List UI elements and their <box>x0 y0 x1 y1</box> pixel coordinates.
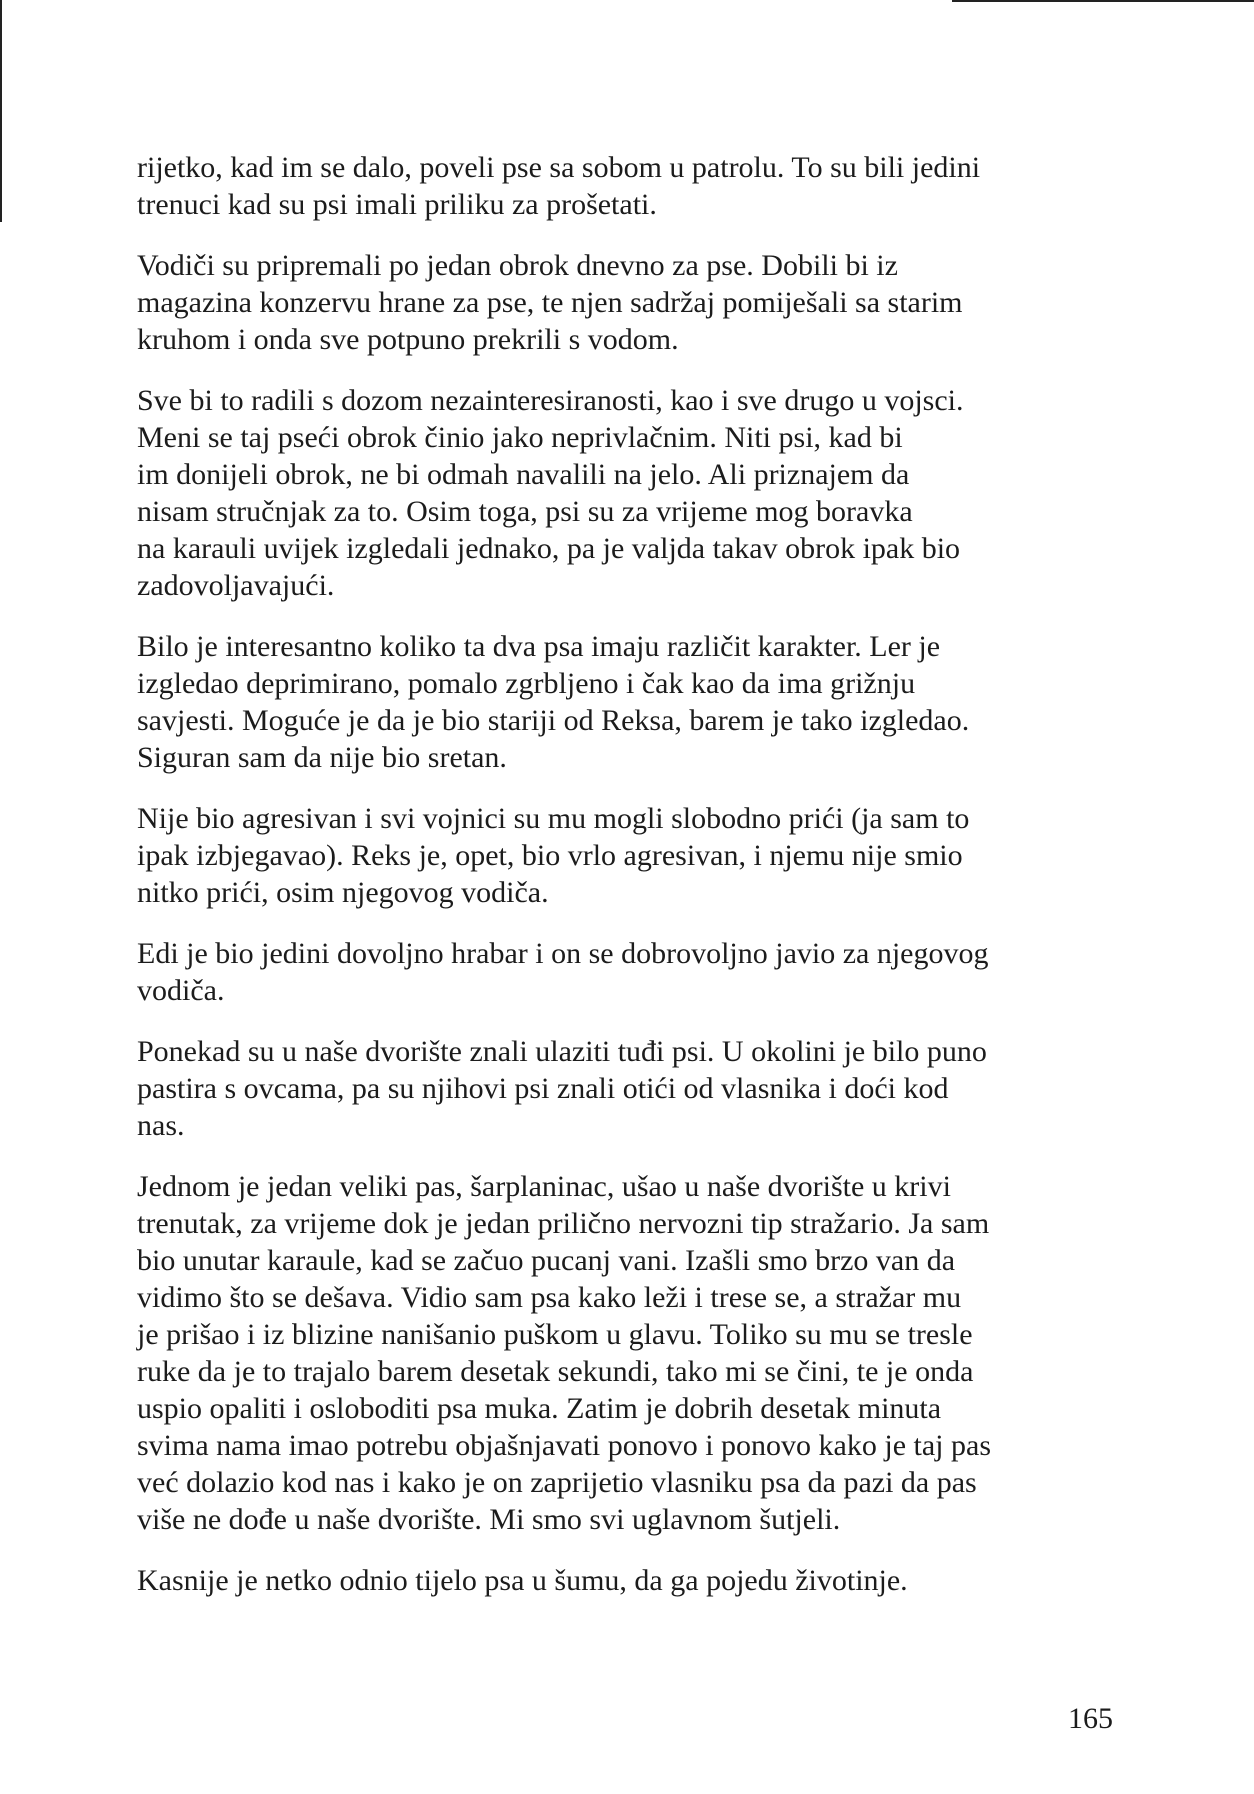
text-line: Edi je bio jedini dovoljno hrabar i on se dobrovoljno javio za njegovog <box>137 937 989 970</box>
text-line: ruke da je to trajalo barem desetak sekundi, tako mi se čini, te je onda <box>137 1355 974 1388</box>
paragraph <box>137 1033 1137 1144</box>
text-line: Nije bio agresivan i svi vojnici su mu mogli slobodno prići (ja sam to <box>137 802 970 835</box>
paragraph <box>137 628 1137 776</box>
scan-edge-top <box>952 0 1254 2</box>
text-line: nas. <box>137 1109 185 1142</box>
text-line: više ne dođe u naše dvorište. Mi smo svi uglavnom šutjeli. <box>137 1503 841 1536</box>
scan-edge-left <box>0 0 2 222</box>
text-line: Meni se taj pseći obrok činio jako neprivlačnim. Niti psi, kad bi <box>137 421 903 454</box>
text-line: vidimo što se dešava. Vidio sam psa kako leži i trese se, a stražar mu <box>137 1281 962 1314</box>
text-line: pastira s ovcama, pa su njihovi psi znali otići od vlasnika i doći kod <box>137 1072 949 1105</box>
text-line: Siguran sam da nije bio sretan. <box>137 741 507 774</box>
text-line: vodiča. <box>137 974 225 1007</box>
paragraph <box>137 1168 1137 1538</box>
text-line: na karauli uvijek izgledali jednako, pa je valjda takav obrok ipak bio <box>137 532 961 565</box>
text-line: Bilo je interesantno koliko ta dva psa imaju različit karakter. Ler je <box>137 630 941 663</box>
text-line: izgledao deprimirano, pomalo zgrbljeno i čak kao da ima grižnju <box>137 667 916 700</box>
text-line: Kasnije je netko odnio tijelo psa u šumu, da ga pojedu životinje. <box>137 1564 908 1597</box>
text-line: svima nama imao potrebu objašnjavati ponovo i ponovo kako je taj pas <box>137 1429 991 1462</box>
text-line: nitko prići, osim njegovog vodiča. <box>137 876 549 909</box>
text-line: Jednom je jedan veliki pas, šarplaninac, ušao u naše dvorište u krivi <box>137 1170 951 1203</box>
text-line: Ponekad su u naše dvorište znali ulaziti tuđi psi. U okolini je bilo puno <box>137 1035 987 1068</box>
text-line: savjesti. Moguće je da je bio stariji od Reksa, barem je tako izgledao. <box>137 704 970 737</box>
text-line: trenutak, za vrijeme dok je jedan prilično nervozni tip stražario. Ja sam <box>137 1207 990 1240</box>
text-line: Sve bi to radili s dozom nezainteresiranosti, kao i sve drugo u vojsci. <box>137 384 964 417</box>
paragraph <box>137 935 1137 1009</box>
text-line: nisam stručnjak za to. Osim toga, psi su za vrijeme mog boravka <box>137 495 913 528</box>
paragraph <box>137 247 1137 358</box>
page-number: 165 <box>1068 1702 1113 1735</box>
paragraph <box>137 149 1137 223</box>
paragraph <box>137 1562 1137 1599</box>
text-line: već dolazio kod nas i kako je on zaprijetio vlasniku psa da pazi da pas <box>137 1466 977 1499</box>
paragraph <box>137 382 1137 604</box>
text-line: im donijeli obrok, ne bi odmah navalili na jelo. Ali priznajem da <box>137 458 910 491</box>
text-line: ipak izbjegavao). Reks je, opet, bio vrlo agresivan, i njemu nije smio <box>137 839 963 872</box>
page-body <box>137 149 1137 1623</box>
text-line: zadovoljavajući. <box>137 569 335 602</box>
text-line: rijetko, kad im se dalo, poveli pse sa sobom u patrolu. To su bili jedini <box>137 151 981 184</box>
text-line: kruhom i onda sve potpuno prekrili s vodom. <box>137 323 679 356</box>
paragraph <box>137 800 1137 911</box>
text-line: bio unutar karaule, kad se začuo pucanj vani. Izašli smo brzo van da <box>137 1244 956 1277</box>
text-line: magazina konzervu hrane za pse, te njen sadržaj pomiješali sa starim <box>137 286 963 319</box>
text-line: je prišao i iz blizine nanišanio puškom u glavu. Toliko su mu se tresle <box>137 1318 973 1351</box>
text-line: uspio opaliti i osloboditi psa muka. Zatim je dobrih desetak minuta <box>137 1392 942 1425</box>
text-line: trenuci kad su psi imali priliku za prošetati. <box>137 188 657 221</box>
text-line: Vodiči su pripremali po jedan obrok dnevno za pse. Dobili bi iz <box>137 249 898 282</box>
